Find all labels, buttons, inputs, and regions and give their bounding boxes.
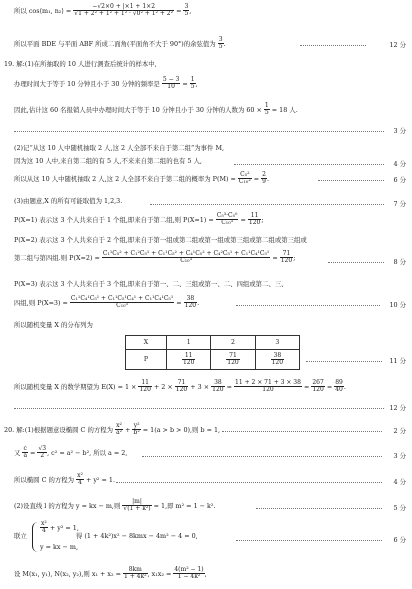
q19-px3-desc: P(X=3) 表示这 3 个人共来自于 3 个组,即来自于第一、二、三组或第一、二、四组或第二、三、 bbox=[14, 280, 288, 288]
table-row-label-p: P bbox=[126, 350, 167, 370]
score-label: 12 分 bbox=[389, 41, 406, 49]
table-x-2: 2 bbox=[211, 336, 255, 350]
score-label: 6 分 bbox=[393, 536, 406, 544]
table-header-x: X bbox=[126, 336, 167, 350]
q19-distribution-intro: 所以随机变量 X 的分布列为 bbox=[14, 321, 93, 329]
score-label: 2 分 bbox=[393, 427, 406, 435]
q20-intro: 20. 解:(1)根据题意设椭圆 C 的方程为 $\frac{\text{x²}}{\text{a²}}$ + $\frac{\text{y²}}{\text{b²}}$ = 1(a > b > 0),则 b = 1, bbox=[4, 422, 221, 437]
q20-line-equation: (2)设直线 l 的方程为 y = kx − m,则 $\frac{|m|}{\text{√(1 + k²)}}$ = 1,即 m² = 1 − k². bbox=[14, 498, 216, 513]
q20-system-eq2: y = kx − m, bbox=[40, 543, 79, 551]
table-p-2: $\frac{71}{120}$ bbox=[211, 350, 255, 370]
q20-ellipse-equation: 所以椭圆 C 的方程为 $\frac{\text{x²}}{4}$ + y² = 1. bbox=[14, 472, 116, 487]
score-label: 6 分 bbox=[393, 176, 406, 184]
table-p-3: $\frac{38}{120}$ bbox=[255, 350, 299, 370]
q19-frequency-line: 办理时间大于等于 10 分钟且小于 30 分钟的频率是 $\frac{5 - 3}{10}$ = $\frac{1}{5}$ , bbox=[14, 76, 198, 91]
score-label: 11 分 bbox=[389, 357, 406, 365]
q19-px2-desc: P(X=2) 表示这 3 个人共来自于 2 个组,即来自于第一组或第二组或第一组或第三组或第二组或第三组或 bbox=[14, 236, 307, 244]
table-p-1: $\frac{11}{120}$ bbox=[167, 350, 211, 370]
score-label: 10 分 bbox=[389, 301, 406, 309]
q20-system-eq1: $\frac{\text{x²}}{4}$ + y² = 1, bbox=[41, 520, 79, 535]
q19-px2-line: 第二组与第四组.则 P(X=2) = $\frac{\text{C₁¹C₅² + C₁²C₅¹ + C₁¹C₅² + C₄¹C₅² + C₄²C₅¹ + C₁¹C₄¹C₅¹}}{\text{C₁₀³}}$ = $\frac{71}{120}$ ; bbox=[14, 250, 296, 265]
q19-intro: 19. 解:(1)在所抽取的 10 人进行测查后统计的样本中, bbox=[4, 60, 157, 68]
score-label: 5 分 bbox=[393, 504, 406, 512]
table-x-1: 1 bbox=[167, 336, 211, 350]
q19-part3-intro: (3)由题意,X 的所有可能取值为 1,2,3. bbox=[14, 197, 123, 205]
q19-part2-intro: (2)记“从这 10 人中随机抽取 2 人,这 2 人全部不来自于第二组”为事件 M, bbox=[14, 144, 225, 152]
score-label: 8 分 bbox=[393, 258, 406, 266]
cos-formula-line: 所以 cos⟨m₁, n₂⟩ = $\frac{-√2\times 0 + |\times 1 + 1\times 2}{\text{√1 + 2² + 1² + 1² · √0² + 1² + 2²}}$ = $\frac{3}{5}$ , bbox=[14, 3, 192, 18]
q20-system-label: 联立 bbox=[14, 532, 27, 540]
q19-px1-line: P(X=1) 表示这 3 个人共来自于 1 个组,即来自于第二组,则 P(X=1) = $\frac{\text{C₅³·C₅⁰}}{\text{C₁₀³}}$ = $\frac{11}{120}$ ; bbox=[14, 212, 264, 227]
score-label: 4 分 bbox=[393, 160, 406, 168]
score-label: 3 分 bbox=[393, 127, 406, 135]
q19-part2-probability: 所以从这 10 人中随机抽取 2 人,这 2 人全部不来自于第二组的概率为 P(M) = $\frac{\text{C₅²}}{\text{C₁₀²}}$ = $\frac{2}{9}$ . bbox=[14, 171, 270, 186]
score-label: 3 分 bbox=[393, 452, 406, 460]
cosine-conclusion-line: 所以平面 BDE 与平面 ABF 所成二面角(平面角不大于 90°)的余弦值为 $\frac{3}{5}$ . bbox=[14, 36, 226, 51]
q19-expectation-line: 所以随机变量 X 的数学期望为 E(X) = 1 × $\frac{11}{120}$ + 2 × $\frac{71}{120}$ + 3 × $\frac{38}{120}$ = $\frac{11 + 2 \times 71 + 3 \times 38}{120}$ = $\frac{267}{120}$ = $\frac{89}{40}$ . bbox=[14, 379, 346, 394]
q20-vieta-line: 设 M(x₁, y₁), N(x₂, y₂),则 x₁ + x₂ = $\frac{8km}{\text{1 + 4k²}}$ , x₁x₂ = $\frac{\text{4(m² − 1)}}{\text{1 − 4k²}}$ , bbox=[14, 566, 207, 581]
score-label: 12 分 bbox=[389, 404, 406, 412]
q19-estimate-line: 因此,估计这 60 名报销人员中办理时间大于等于 10 分钟且小于 30 分钟的人数为 60 × $\frac{1}{5}$ = 18 人. bbox=[14, 102, 298, 117]
q19-part2-group-count: 因为这 10 人中,来自第二组的有 5 人,不来来自第二组的也有 5 人, bbox=[14, 157, 202, 165]
system-brace bbox=[32, 522, 39, 552]
table-x-3: 3 bbox=[255, 336, 299, 350]
q20-eccentricity-line: 又 $\frac{c}{a}$ = $\frac{√3}{2}$ , c² = a² − b², 所以 a = 2, bbox=[14, 445, 128, 460]
q20-quadratic: 得 (1 + 4k²)x² − 8kmx − 4m² − 4 = 0, bbox=[76, 532, 198, 540]
distribution-table bbox=[125, 335, 300, 370]
score-label: 7 分 bbox=[393, 200, 406, 208]
cos-fraction: $\frac{-√2\times 0 + |\times 1 + 1\times 2}{\text{√1 + 2² + 1² + 1² · √0² + 1² + 2²}}$ bbox=[74, 3, 174, 18]
q19-px3-line: 四组,则 P(X=3) = $\frac{\text{C₁¹C₄¹C₅¹ + C₁¹C₅¹C₄¹ + C₁¹C₄¹C₅¹}}{\text{C₁₀³}}$ = $\frac{38}{120}$ . bbox=[14, 295, 200, 310]
score-label: 4 分 bbox=[393, 478, 406, 486]
